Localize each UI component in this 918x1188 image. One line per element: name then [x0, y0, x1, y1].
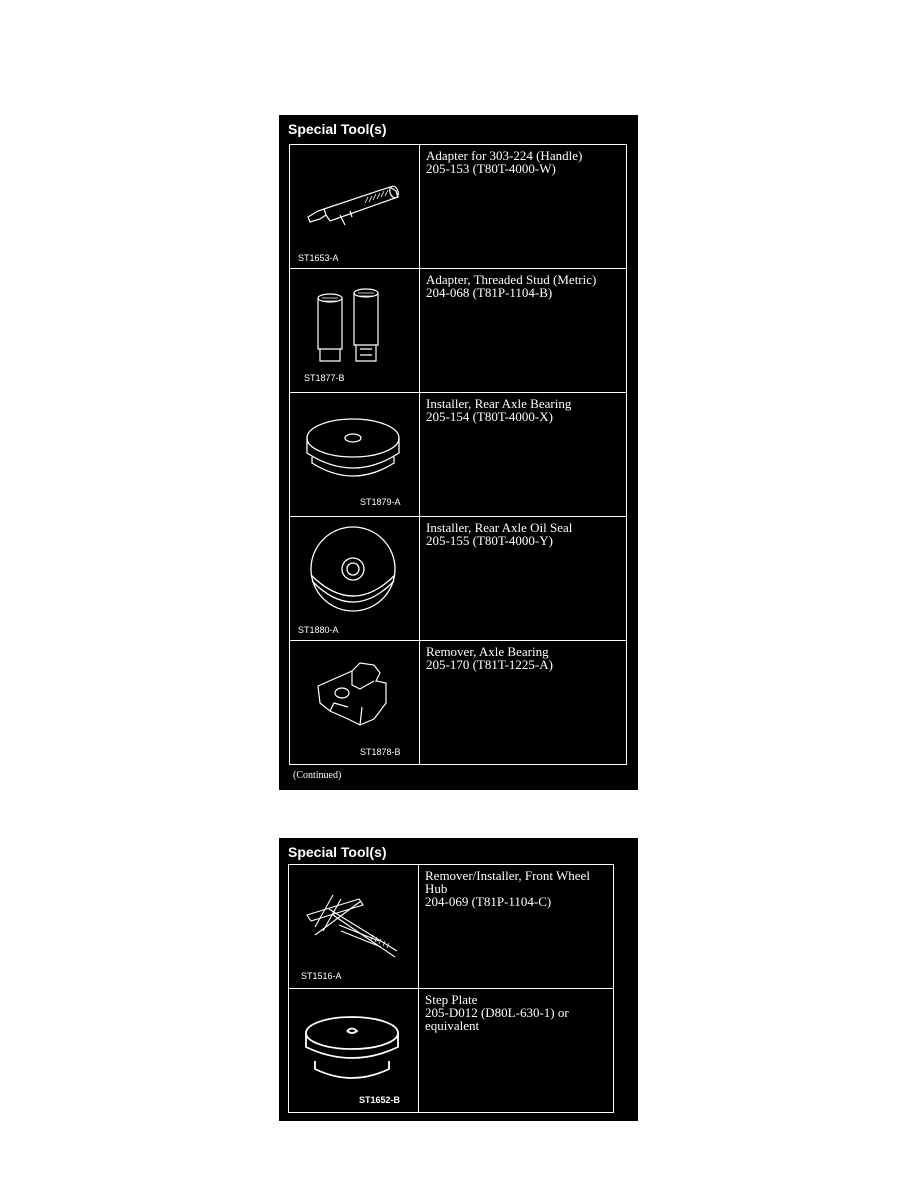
tool-image-cell	[290, 393, 420, 517]
table-row	[290, 145, 627, 269]
adapter-handle-icon	[290, 145, 420, 269]
tools-table	[288, 864, 614, 1113]
tool-code: ST1516-A	[301, 971, 342, 981]
tool-image-cell	[289, 989, 419, 1113]
oil-seal-installer-icon	[290, 517, 420, 641]
tool-number: 204-069 (T81P-1104-C)	[425, 894, 552, 909]
tool-name: Step Plate	[425, 992, 478, 1007]
table-row	[290, 641, 627, 765]
tool-code: ST1878-B	[360, 747, 401, 757]
tool-image-cell	[290, 269, 420, 393]
panel-title: Special Tool(s)	[288, 121, 387, 137]
tool-image-cell	[290, 641, 420, 765]
tool-image-cell	[290, 517, 420, 641]
tool-description	[420, 393, 627, 517]
tool-number: 205-154 (T80T-4000-X)	[426, 409, 553, 424]
tool-image-cell	[290, 145, 420, 269]
tool-description	[420, 145, 627, 269]
tool-code: ST1653-A	[298, 253, 339, 263]
tool-description	[420, 517, 627, 641]
tool-code: ST1877-B	[304, 373, 345, 383]
tool-description	[420, 269, 627, 393]
tool-number: 205-170 (T81T-1225-A)	[426, 657, 553, 672]
tool-number: 205-155 (T80T-4000-Y)	[426, 533, 553, 548]
tool-description	[420, 641, 627, 765]
panel-title: Special Tool(s)	[288, 844, 387, 860]
tool-number: 204-068 (T81P-1104-B)	[426, 285, 553, 300]
table-row	[290, 269, 627, 393]
special-tools-panel-1	[279, 115, 638, 790]
tool-name: Remover, Axle Bearing	[426, 644, 549, 659]
tool-name: Remover/Installer, Front Wheel Hub	[425, 868, 590, 896]
tool-number: 205-D012 (D80L-630-1) or equivalent	[425, 1005, 569, 1033]
special-tools-panel-2	[279, 838, 638, 1121]
tool-code: ST1652-B	[359, 1095, 401, 1105]
tool-name: Adapter for 303-224 (Handle)	[426, 148, 583, 163]
table-row	[290, 393, 627, 517]
tool-description	[419, 865, 614, 989]
table-row	[290, 517, 627, 641]
tool-code: ST1879-A	[360, 497, 401, 507]
tools-table	[289, 144, 627, 765]
table-row	[289, 989, 614, 1113]
tool-name: Installer, Rear Axle Oil Seal	[426, 520, 573, 535]
tool-name: Installer, Rear Axle Bearing	[426, 396, 572, 411]
tool-description	[419, 989, 614, 1113]
tool-image-cell	[289, 865, 419, 989]
tool-number: 205-153 (T80T-4000-W)	[426, 161, 556, 176]
continued-note: (Continued)	[293, 770, 342, 781]
table-row	[289, 865, 614, 989]
tool-code: ST1880-A	[298, 625, 339, 635]
tool-name: Adapter, Threaded Stud (Metric)	[426, 272, 597, 287]
